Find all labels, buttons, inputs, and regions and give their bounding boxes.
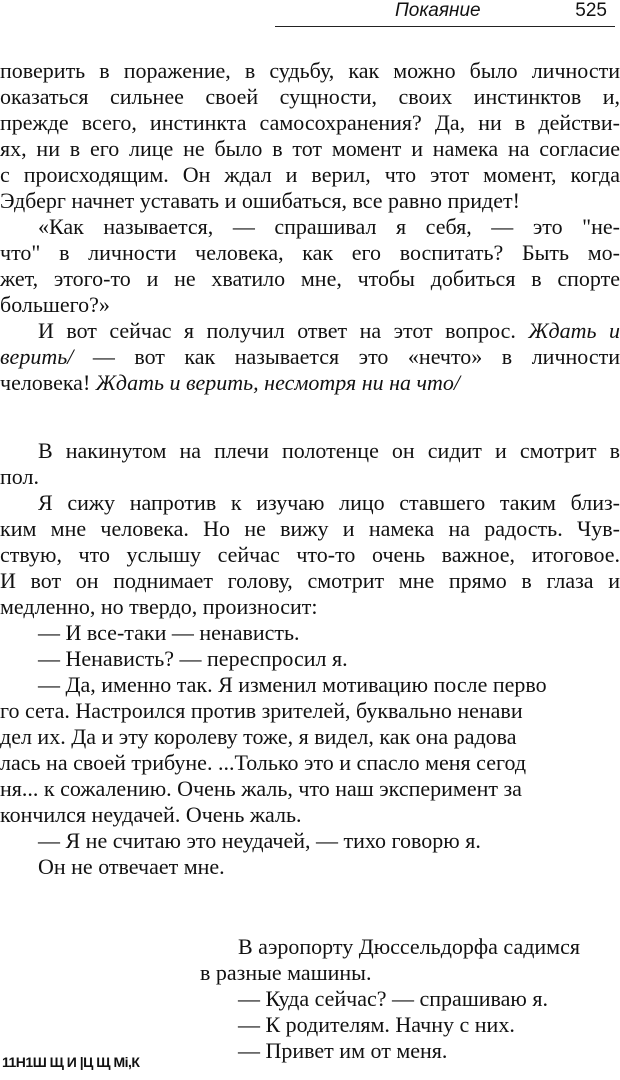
dialog-line: — Я не считаю это неудачей, — тихо говорю я. [38, 828, 481, 853]
dialog-line: — Привет им от меня. [238, 1038, 448, 1063]
italic-run: верить/ [0, 344, 74, 369]
text-line: лась на своей трибуне. ...Только это и спасло меня сегод [0, 750, 527, 775]
running-header [275, 0, 615, 28]
text-line: поверить в поражение, в судьбу, как можно было личности [0, 58, 620, 83]
text-line: ня... к сожалению. Очень жаль, что наш эксперимент за [0, 776, 522, 801]
text-run: — вот как называется это «нечто» в личности [73, 344, 620, 369]
dialog-line: — К родителям. Начну с них. [238, 1012, 515, 1037]
text-line: — Да, именно так. Я изменил мотивацию после перво [38, 672, 547, 697]
header-rule [275, 26, 615, 27]
dialog-line: — Куда сейчас? — спрашиваю я. [238, 986, 548, 1011]
text-line: дел их. Да и эту королеву тоже, я видел, как она радова [0, 724, 517, 749]
text-line: ким мне человека. Но не вижу и намека на радость. Чув- [0, 516, 620, 541]
text-line: го сета. Настроился против зрителей, буквально ненави [0, 698, 523, 723]
text-run: человека! [0, 370, 96, 395]
text-line [38, 318, 620, 344]
italic-run: Ждать и [528, 318, 620, 343]
text-line: в разные машины. [200, 960, 372, 985]
text-line: жет, этого-то и не хватило мне, чтобы добиться в спорте [0, 266, 620, 291]
page-number: 525 [575, 0, 607, 21]
text-line: пол. [0, 464, 39, 489]
text-line: Я сижу напротив к изучаю лицо ставшего таким близ- [38, 490, 620, 515]
text-line: Эдберг начнет уставать и ошибаться, все равно придет! [0, 188, 520, 213]
running-title: Покаяние [395, 0, 481, 21]
text-line: оказаться сильнее своей сущности, своих инстинктов и, [0, 84, 620, 109]
dialog-line: — И все-таки — ненависть. [38, 620, 300, 645]
text-line: с происходящим. Он ждал и верил, что этот момент, когда [0, 162, 620, 187]
text-line: что" в личности человека, как его воспитать? Быть мо- [0, 240, 620, 265]
text-line: большего?» [0, 292, 110, 317]
text-line: И вот он поднимает голову, смотрит мне прямо в глаза и [0, 568, 620, 593]
text-run: И вот сейчас я получил ответ на этот вопрос. [38, 318, 529, 343]
text-line: кончился неудачей. Очень жаль. [0, 802, 302, 827]
text-line: «Как называется, — спрашивал я себя, — это "не- [38, 214, 620, 239]
dialog-line: — Ненависть? — переспросил я. [38, 646, 348, 671]
text-line: В аэропорту Дюссельдорфа садимся [238, 934, 580, 959]
dialog-line: Он не отвечает мне. [38, 854, 225, 879]
text-line [0, 370, 620, 396]
text-line: прежде всего, инстинкта самосохранения? Да, ни в действи- [0, 110, 620, 135]
text-line [0, 344, 620, 370]
text-line: ствую, что услышу сейчас что-то очень важное, итоговое. [0, 542, 620, 567]
italic-run: Ждать и верить, несмотря ни на что/ [95, 370, 461, 395]
footer-watermark: 11Н1Ш Щ И |Ц Щ Мі,К [2, 1054, 140, 1070]
text-line: ях, ни в его лице не было в тот момент и намека на согласие [0, 136, 620, 161]
text-line: медленно, но твердо, произносит: [0, 594, 318, 619]
text-line: В накинутом на плечи полотенце он сидит и смотрит в [38, 438, 620, 463]
